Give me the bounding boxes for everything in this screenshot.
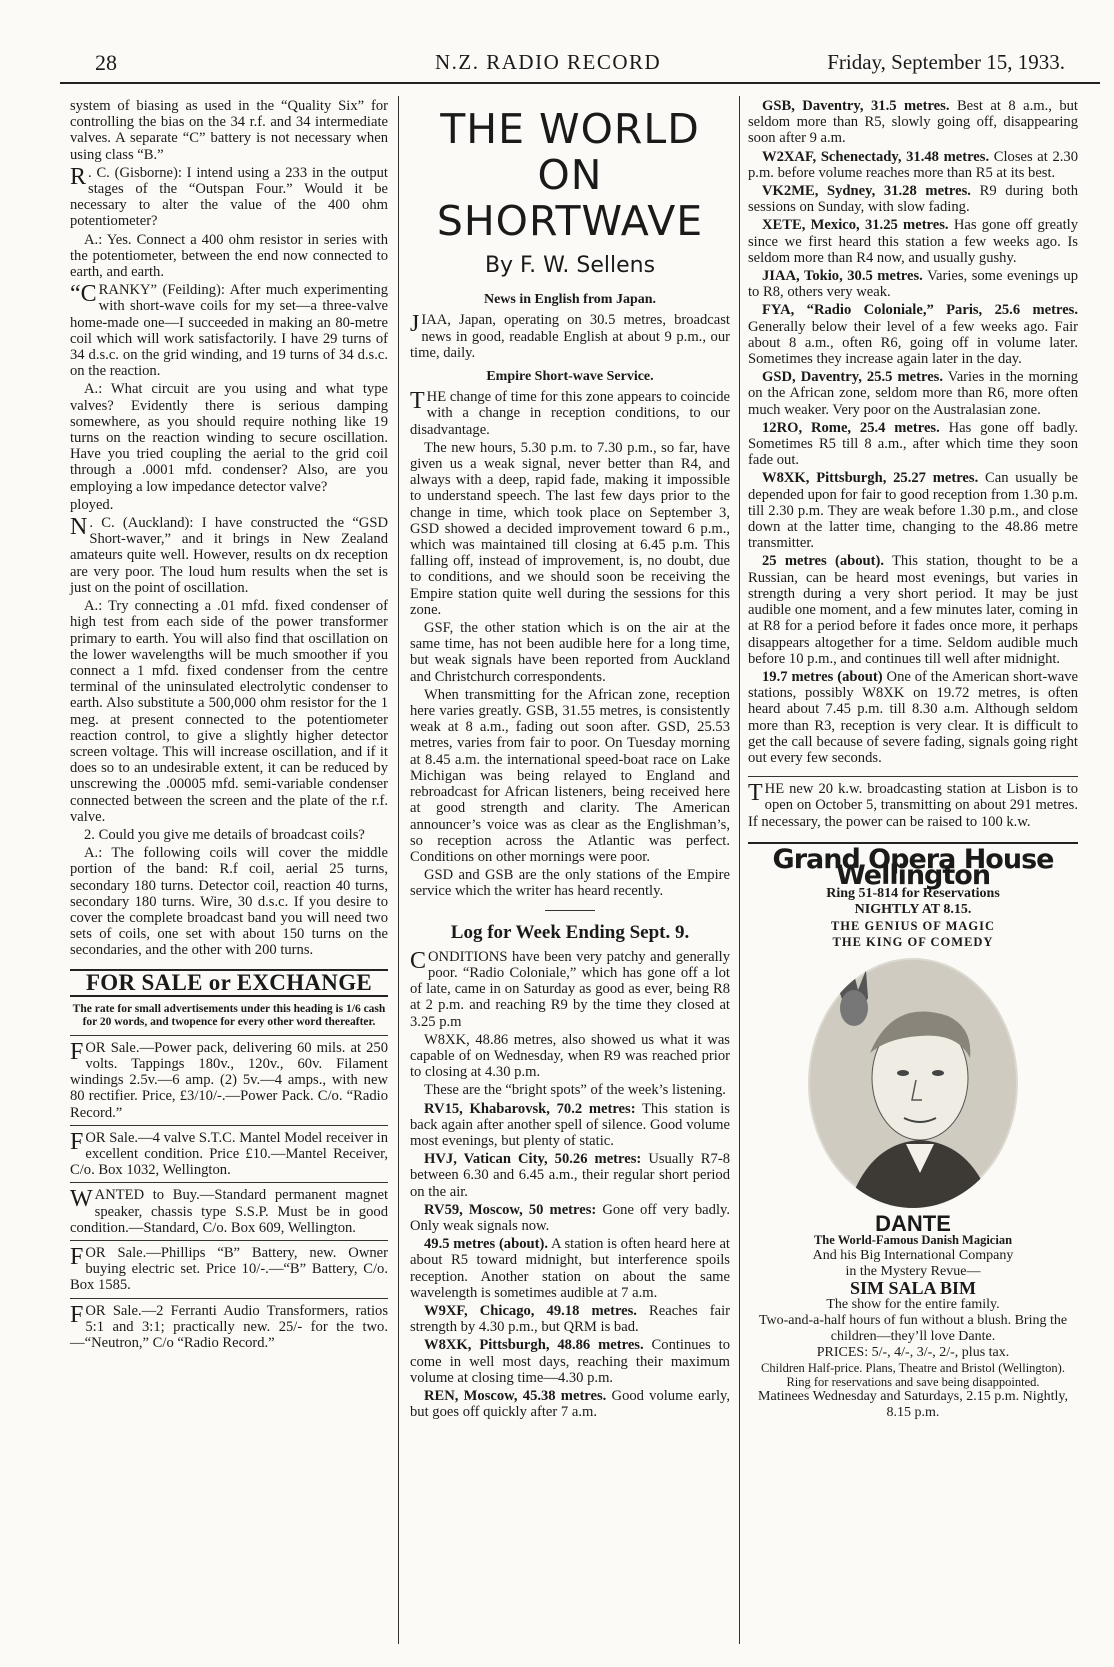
drop-cap: F [70,1128,84,1155]
station-text: Good volume early, but goes off quickly after 7 a.m. [410,1388,730,1421]
station-name: W8XK, Pittsburgh, 25.27 metres. [762,470,979,487]
drop-cap: R [70,163,87,190]
query-text: . C. (Auckland): I have constructed the “GSD Short-waver,” and it brings in New Zealand amateurs quite well. However, results on dx reception are very poor. The loud hum results when the set is just on the point of oscillation. [70,515,388,596]
station-name: RV59, Moscow, 50 metres: [424,1201,597,1218]
portrait-illustration [808,958,1018,1208]
station-entry [748,149,1078,181]
classified-ad [70,1298,388,1352]
column-stations [748,98,1078,1421]
station-text: This station, thought to be a Russian, can be heard most evenings, but varies in strength during a very short period. It may be just audible one moment, and a few minutes later, coming in at R8 for a period before it fades once more, it perhaps disappears altogether for a time. Seldom audible much before 10 p.m., and continues till well after midnight. [748,553,1078,667]
column-queries [70,98,388,1355]
station-entry [410,1101,730,1150]
answer: A.: Yes. Connect a 400 ohm resistor in series with the potentiometer, between the end now connected to earth, and earth. [70,231,388,281]
separator [545,910,595,911]
station-entry [410,1151,730,1200]
station-entry [410,1388,730,1420]
station-name: XETE, Mexico, 31.25 metres. [762,217,949,234]
station-text: Best at 8 a.m., but seldom more than R5, slowly going off, disappearing soon after 9 a.m. [748,98,1078,147]
station-entry [748,470,1078,551]
ad-text: OR Sale.—Phillips “B” Battery, new. Owner buying electric set. Price 10/-.—“B” Battery, C/o. Box 1585. [70,1245,388,1294]
paragraph: GSD and GSB are the only stations of the Empire service which the writer has heard recently. [410,867,730,900]
paragraph: These are the “bright spots” of the week’s listening. [424,1082,726,1099]
paragraph: ployed. [70,496,114,513]
drop-cap: W [70,1186,93,1213]
station-text: A station is often heard here at about R5 toward midnight, but interference spoils reception. Another station on about the same wavelength is sometimes audible at 7 a.m. [410,1236,730,1301]
drop-cap: C [410,947,427,974]
station-text: Has gone off greatly since we first heard this station a few weeks ago. Is seldom more than R4 now, and usually gushy. [748,217,1078,266]
header-rule [60,82,1100,84]
advert-nightly: NIGHTLY AT 8.15. [854,902,972,918]
drop-cap: T [410,388,425,415]
paragraph-text: IAA, Japan, operating on 30.5 metres, broadcast news in good, readable English at about 9 p.m., our time, daily. [410,312,730,361]
station-text: One of the American short-wave stations, possibly W8XK on 19.72 metres, is often heard about 7.45 p.m. till 8.30 a.m. Although seldom more than R3, reception is very clear. It is difficult to get the call because of severe fading, signals going right out every few seconds. [748,668,1079,766]
station-name: RV15, Khabarovsk, 70.2 metres: [424,1100,636,1117]
advert-show: SIM SALA BIM [849,1278,977,1299]
station-text: R9 during both sessions on Sunday, with slow fading. [748,183,1078,216]
advert-prices: PRICES: 5/-, 4/-, 3/-, 2/-, plus tax. [816,1344,1010,1360]
advert-heading: Grand Opera House Wellington [748,842,1078,884]
subheading: Empire Short-wave Service. [486,369,654,385]
column-divider [739,96,740,1644]
station-name: W9XF, Chicago, 49.18 metres. [424,1302,637,1319]
station-name: VK2ME, Sydney, 31.28 metres. [762,183,971,200]
station-entry [748,302,1078,367]
classified-ad [70,1035,388,1121]
station-name: HVJ, Vatican City, 50.26 metres: [424,1151,642,1168]
page-header [95,50,1095,78]
station-name: REN, Moscow, 45.38 metres. [424,1388,607,1404]
answer: A.: What circuit are you using and what type valves? Evidently there is serious damping somewhere, as you should require nothing like 19 turns on the reaction winding to secure oscillation. Have you tried coupling the aerial to the grid coil through a .0001 mfd. condenser? Also, are you employing a low impedance detector valve? [70,381,388,495]
station-name: W8XK, Pittsburgh, 48.86 metres. [424,1337,644,1354]
station-entry [410,1202,730,1234]
station-name: W2XAF, Schenectady, 31.48 metres. [762,148,990,165]
station-entry [748,553,1078,666]
station-text: Varies in the morning on the African zone, seldom more than R6, more often much weaker. Very poor on the Australasian zone. [748,369,1078,418]
advert-king: THE KING OF COMEDY [832,935,994,950]
paragraph: When transmitting for the African zone, reception here varies greatly. GSB, 31.55 metres, is consistently weak at 8 a.m., fading out soon after. GSD, 25.53 metres, varies from fair to poor. On Tuesday morning at 8.45 a.m. the international speed-boat race on Lake Michigan was being relayed to England and rebroadcast for African listeners, being received here at good strength and clarity. The American announcer’s voice was as clear as the Englishman’s, so reception across the Atlantic was perfect. Conditions on other mornings were poor. [410,686,730,865]
advert-line: The show for the entire family. [826,1296,1000,1312]
advert-line: The World-Famous Danish Magician [813,1233,1013,1248]
article-title [410,106,730,244]
title-line: SHORTWAVE [436,197,704,245]
station-entry [410,1236,730,1301]
station-entry [410,1303,730,1335]
station-name: 25 metres (about). [762,553,885,570]
ad-text: OR Sale.—4 valve S.T.C. Mantel Model receiver in excellent condition. Price £10.—Mantel Receiver, C/o. Box 1032, Wellington. [70,1129,388,1179]
classified-ad [70,1240,388,1294]
query [70,515,388,596]
lisbon-note [748,776,1078,830]
station-name: JIAA, Tokio, 30.5 metres. [762,268,923,285]
station-text: This station is back again after another spell of silence. Good volume most evenings, but plenty of static. [410,1100,730,1149]
advert-line: Matinees Wednesday and Saturdays, 2.15 p.m. Nightly, 8.15 p.m. [758,1388,1068,1420]
station-text: Gone off very badly. Only weak signals now. [410,1201,730,1234]
station-name: 12RO, Rome, 25.4 metres. [762,419,940,436]
column-divider [398,96,399,1644]
station-text: Has gone off badly. Sometimes R5 till 8 a.m., after which time they soon fade out. [748,419,1078,469]
station-entry [748,268,1078,300]
advert-ring: Ring 51-814 for Reservations [826,886,1000,902]
query-text: . C. (Gisborne): I intend using a 233 in the output stages of the “Outspan Four.” Would it be necessary to alter the value of the 400 ohm potentiometer? [70,164,388,230]
station-text: Can usually be depended upon for fair to good reception from 1.30 p.m. till 2.30 p.m. They are weak before 1.30 p.m., and close down at the latter time, changing to the 48.86 metre transmitter. [748,470,1078,552]
paragraph-text: HE new 20 k.w. broadcasting station at Lisbon is to open on October 5, transmitting on about 291 metres. If necessary, the power can be raised to 100 k.w. [748,781,1078,830]
advert-line: in the Mystery Revue— [845,1264,981,1280]
paragraph: system of biasing as used in the “Quality Six” for controlling the bias on the 34 r.f. and 34 intermediate valves. A separate “C” battery is not necessary when using class “B.” [70,98,388,163]
paragraph [410,312,730,361]
drop-cap: F [70,1244,84,1270]
advert-genius: THE GENIUS OF MAGIC [830,919,996,934]
advert-line: Two-and-a-half hours of fun without a blush. Bring the children—they’ll love Dante. [758,1312,1068,1344]
title-line: ON [537,151,603,199]
paragraph: W8XK, 48.86 metres, also showed us what it was capable of on Wednesday, when R9 was reached prior to closing at 4.30 p.m. [410,1031,730,1081]
station-entry [748,369,1078,418]
station-entry [748,420,1078,469]
paragraph: The new hours, 5.30 p.m. to 7.30 p.m., so far, have given us a weak signal, never better than R4, and always with a deep, rapid fade, making it impossible to understand speech. The last few days prior to the change in time, which took place on September 3, GSD showed a decided improvement toward 6 p.m., which was maintained till closing at 6.45 p.m. This falling off, instead of improvement, is, no doubt, due to conditions, and we should soon be receiving the Empire station quite well during the sessions for this zone. [410,439,730,618]
station-name: 49.5 metres (about). [424,1236,548,1253]
ad-text: ANTED to Buy.—Standard permanent magnet speaker, chassis type S.S.P. Must be in good condition.—Standard, C/o. Box 609, Wellington. [70,1187,388,1236]
drop-cap: F [70,1038,84,1065]
paragraph: GSF, the other station which is on the air at the same time, has not been audible here for a long time, but weak signals have been reported from Auckland and Christchurch correspondents. [410,620,730,685]
station-text: Closes at 2.30 p.m. before volume reaches more than R5 at its best. [748,148,1078,181]
subheading: News in English from Japan. [483,292,657,308]
magician-portrait [808,958,1018,1208]
advert-line: And his Big International Company [812,1248,1014,1264]
byline: By F. W. Sellens [484,253,656,278]
station-text: Continues to come in well most days, reaching their maximum volume at closing time—4.30 p.m. [410,1337,730,1386]
title-line: THE WORLD [440,105,700,153]
issue-date: Friday, September 15, 1933. [827,50,1065,74]
column-shortwave [410,98,730,1422]
station-name: GSB, Daventry, 31.5 metres. [762,98,950,114]
drop-cap: F [70,1301,84,1328]
page-number: 28 [95,50,117,75]
station-entry [748,183,1078,215]
station-entry [748,217,1078,266]
station-name: FYA, “Radio Coloniale,” Paris, 25.6 metres. [762,302,1078,319]
drop-cap: J [410,311,420,338]
advert-performer: DANTE [875,1211,951,1237]
station-entry [748,98,1078,147]
station-entry [410,1337,730,1386]
ad-text: OR Sale.—2 Ferranti Audio Transformers, ratios 5:1 and 3:1; practically new. 25/- for the two.—“Neutron,” C/o “Radio Record.” [70,1302,388,1352]
answer: A.: The following coils will cover the middle portion of the band: R.f coil, aerial 25 turns, secondary 180 turns. Detector coil, reaction 40 turns, secondary 180 turns. Wire, 30 d.s.c. If you desire to cover the complete broadcast band you will need two sets of coils, one set with about 150 turns on the secondaries, and the other with 200 turns. [70,845,388,959]
drop-cap: “C [70,281,97,308]
query [70,282,388,379]
drop-cap: T [748,780,763,807]
query: 2. Could you give me details of broadcast coils? [84,826,365,843]
station-text: Usually R7-8 between 6.30 and 6.45 a.m., their regular short period on the air. [410,1151,730,1200]
station-text: Generally below their level of a few weeks ago. Fair about 8 a.m., often R6, going off in volume later. Sometimes they increase again later in the day. [748,318,1078,368]
drop-cap: N [70,514,88,541]
for-sale-heading: FOR SALE or EXCHANGE [70,969,388,997]
classified-ad [70,1125,388,1179]
station-entry [748,669,1078,766]
query-text: RANKY” (Feilding): After much experimenting with short-wave coils for my set—a three-valve home-made one—I succeeded in making an 80-metre coil which will work satisfactorily. I have 29 turns of 34 d.s.c. on the grid winding, and 19 turns of 34 d.s.c. on the reaction. [70,282,388,380]
paragraph-text: HE change of time for this zone appears to coincide with a change in reception conditions, to our disadvantage. [410,389,730,438]
log-heading: Log for Week Ending Sept. 9. [450,921,690,943]
query [70,165,388,230]
answer: A.: Try connecting a .01 mfd. fixed condenser of high test from each side of the power transformer primary to earth. You will also find that oscillation on the lower wavelengths will be much smoother if you connect a 1 mfd. fixed condenser from the centre terminal of the uninsulated electrolytic condenser to earth. Also substitute a 500,000 ohm resistor for the 1 meg. at present connected to the potentiometer reaction control, to give a slightly higher detector screen voltage. This will increase oscillation, and if it does so to an undesirable extent, it can be reduced by unscrewing the .00005 mfd. semi-variable condenser connected between the screen and the plate of the r.f. valve. [70,598,388,825]
advert-line: Children Half-price. Plans, Theatre and Bristol (Wellington). Ring for reservations and save being disappointed. [761,1360,1065,1389]
station-name: 19.7 metres (about) [762,668,883,685]
for-sale-rate: The rate for small advertisements under this heading is 1/6 cash for 20 words, and twopence for every other word thereafter. [72,1002,386,1028]
station-name: GSD, Daventry, 25.5 metres. [762,369,944,386]
station-text: Varies, some evenings up to R8, others very weak. [748,268,1078,301]
paragraph-text: ONDITIONS have been very patchy and generally poor. “Radio Coloniale,” which has gone off a lot of late, came in on Saturday as good as ever, being R8 at 2 p.m. and reaching R9 by the time they closed at 3.25 p.m [410,948,730,1030]
ad-text: OR Sale.—Power pack, delivering 60 mils. at 250 volts. Tappings 180v., 120v., 60v. Filament windings 2.5v.—6 amp. (2) 5v.—4 amps., with new 80 rectifier. Price, £3/10/-.—Power Pack. C/o. “Radio Record.” [70,1039,388,1121]
paragraph [410,389,730,438]
publication-title: N.Z. RADIO RECORD [435,50,662,74]
station-text: Reaches fair strength by 4.30 p.m., but QRM is bad. [410,1302,730,1336]
classified-ad [70,1182,388,1236]
paragraph [410,949,730,1030]
